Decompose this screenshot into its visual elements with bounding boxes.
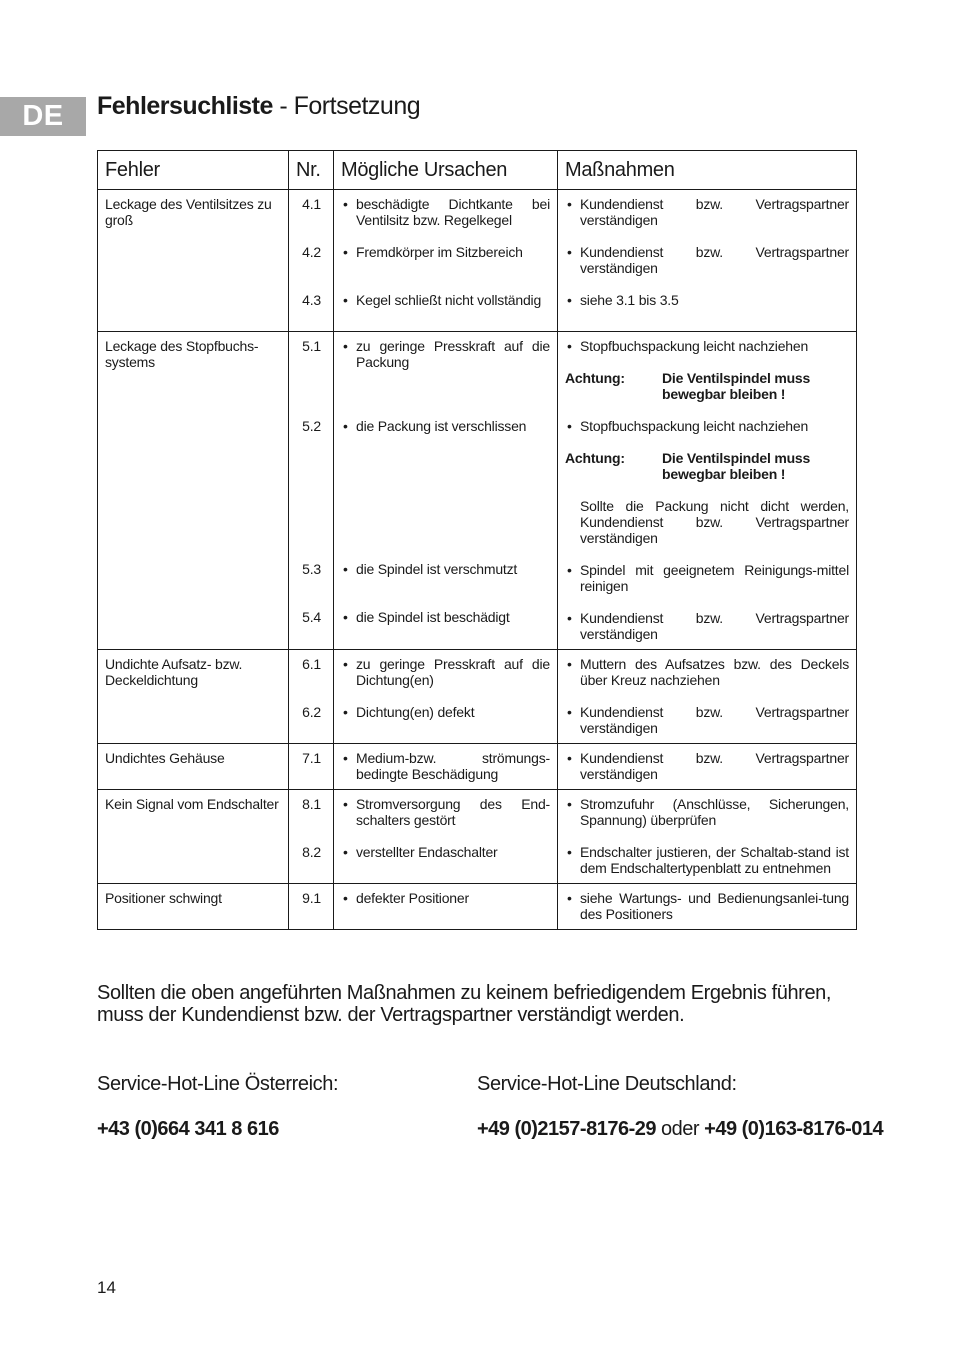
cause-text: zu geringe Presskraft auf die Dichtung(en) [356,656,550,688]
number-cell [289,332,334,650]
warning-label: Achtung: [565,370,625,386]
warning-note [565,450,849,482]
measure-text: Kundendienst bzw. Vertragspartner verständigen [580,244,849,276]
table-row [98,744,857,790]
bullet: • [343,844,348,860]
bullet: • [343,196,348,212]
number-cell [289,744,334,790]
header-ursachen: Mögliche Ursachen [334,151,558,190]
cause-text: die Spindel ist verschmutzt [356,561,518,577]
number-cell [289,790,334,884]
table-row [98,332,857,650]
bullet: • [343,656,348,672]
bullet: • [567,292,572,308]
phone-number: +49 (0)2157-8176-29 [477,1118,656,1140]
cause-cell [334,190,558,332]
cause-cell [334,332,558,650]
table-header-row [98,151,857,190]
table-row [98,190,857,332]
entry-number: 5.1 [302,338,321,354]
hotline-austria-label: Service-Hot-Line Österreich: [97,1073,339,1095]
fault-cell: Positioner schwingt [98,884,289,930]
cause-text: Kegel schließt nicht vollständig [356,292,542,308]
bullet: • [567,796,572,812]
entry-number: 7.1 [302,750,321,766]
measure-text: Spindel mit geeignetem Reinigungs-mittel reinigen [580,562,849,594]
cause-text: Medium-bzw. strömungs-bedingte Beschädigung [356,750,550,782]
cause-text: defekter Positioner [356,890,469,906]
bullet: • [343,750,348,766]
hotline-germany-numbers [477,1118,883,1141]
fault-cell: Undichtes Gehäuse [98,744,289,790]
measure-text: Stromzufuhr (Anschlüsse, Sicherungen, Spannung) überprüfen [580,796,849,828]
bullet: • [567,890,572,906]
bullet: • [567,610,572,626]
bullet: • [567,244,572,260]
warning-text: Die Ventilspindel muss bewegbar bleiben ! [662,450,811,482]
entry-number: 9.1 [302,890,321,906]
cause-text: beschädigte Dichtkante bei Ventilsitz bzw. Regelkegel [356,196,550,228]
table-row [98,650,857,744]
cause-text: verstellter Endaschalter [356,844,498,860]
bullet: • [567,656,572,672]
measure-text: siehe 3.1 bis 3.5 [580,292,679,308]
number-cell [289,650,334,744]
cause-cell [334,790,558,884]
bullet: • [567,844,572,860]
entry-number: 5.2 [302,418,321,434]
table-row [98,884,857,930]
language-badge: DE [0,97,86,136]
cause-text: die Packung ist verschlissen [356,418,527,434]
bullet: • [343,244,348,260]
entry-number: 8.2 [302,844,321,860]
measure-cell [558,190,857,332]
warning-note [565,370,849,402]
measure-text: Muttern des Aufsatzes bzw. des Deckels über Kreuz nachziehen [580,656,849,688]
fault-cell: Leckage des Ventilsitzes zu groß [98,190,289,332]
bullet: • [567,704,572,720]
fault-cell: Leckage des Stopfbuchs-systems [98,332,289,650]
cause-cell [334,744,558,790]
cause-cell [334,884,558,930]
hotline-germany-label: Service-Hot-Line Deutschland: [477,1073,737,1095]
entry-number: 4.3 [302,292,321,308]
measure-text: siehe Wartungs- und Bedienungsanlei-tung des Positioners [580,890,849,922]
measure-cell [558,884,857,930]
measure-text: Kundendienst bzw. Vertragspartner verständigen [580,750,849,782]
measure-cell [558,332,857,650]
page-title-suffix: - Fortsetzung [272,92,421,120]
entry-number: 5.3 [302,561,321,577]
fault-cell: Kein Signal vom Endschalter [98,790,289,884]
entry-number: 6.2 [302,704,321,720]
page-number: 14 [97,1278,116,1297]
warning-text: Die Ventilspindel muss bewegbar bleiben ! [662,370,811,402]
hotline-austria-number [97,1118,279,1141]
bullet: • [343,561,348,577]
footer-paragraph: Sollten die oben angeführten Maßnahmen zu keinem befriedigendem Ergebnis führen, muss der Kundendienst bzw. der Vertragspartner verständigt werden. [97,982,832,1026]
phone-number: +49 (0)163-8176-014 [704,1118,884,1140]
table-row [98,790,857,884]
entry-number: 5.4 [302,609,321,625]
header-nr: Nr. [289,151,334,190]
fault-cell: Undichte Aufsatz- bzw. Deckeldichtung [98,650,289,744]
measure-cell [558,744,857,790]
measure-text: Kundendienst bzw. Vertragspartner verständigen [580,610,849,642]
bullet: • [343,890,348,906]
entry-number: 4.1 [302,196,321,212]
measure-text: Stopfbuchspackung leicht nachziehen [580,418,809,434]
phone-number: +43 (0)664 341 8 616 [97,1118,279,1140]
bullet: • [567,196,572,212]
bullet: • [343,796,348,812]
bullet: • [343,418,348,434]
entry-number: 4.2 [302,244,321,260]
cause-text: die Spindel ist beschädigt [356,609,510,625]
entry-number: 6.1 [302,656,321,672]
entry-number: 8.1 [302,796,321,812]
cause-text: zu geringe Presskraft auf die Packung [356,338,550,370]
measure-text: Stopfbuchspackung leicht nachziehen [580,338,809,354]
measure-text: Kundendienst bzw. Vertragspartner verständigen [580,196,849,228]
bullet: • [567,338,572,354]
bullet: • [567,750,572,766]
or-text: oder [655,1118,705,1140]
cause-text: Fremdkörper im Sitzbereich [356,244,523,260]
measure-text: Sollte die Packung nicht dicht werden, Kundendienst bzw. Vertragspartner verständigen [580,498,849,546]
cause-text: Stromversorgung des End-schalters gestört [356,796,550,828]
bullet: • [343,292,348,308]
measure-cell [558,650,857,744]
measure-text: Kundendienst bzw. Vertragspartner verständigen [580,704,849,736]
measure-text: Endschalter justieren, der Schaltab-stand ist dem Endschaltertypenblatt zu entnehmen [580,844,849,876]
cause-cell [334,650,558,744]
bullet: • [343,609,348,625]
warning-label: Achtung: [565,450,625,466]
measure-cell [558,790,857,884]
header-massnahmen: Maßnahmen [558,151,857,190]
troubleshooting-table [97,150,857,930]
header-fehler: Fehler [98,151,289,190]
bullet: • [343,704,348,720]
bullet: • [567,562,572,578]
bullet: • [343,338,348,354]
number-cell [289,884,334,930]
cause-text: Dichtung(en) defekt [356,704,475,720]
bullet: • [567,418,572,434]
number-cell [289,190,334,332]
page-title [97,92,420,121]
page-title-main: Fehlersuchliste [97,92,273,120]
